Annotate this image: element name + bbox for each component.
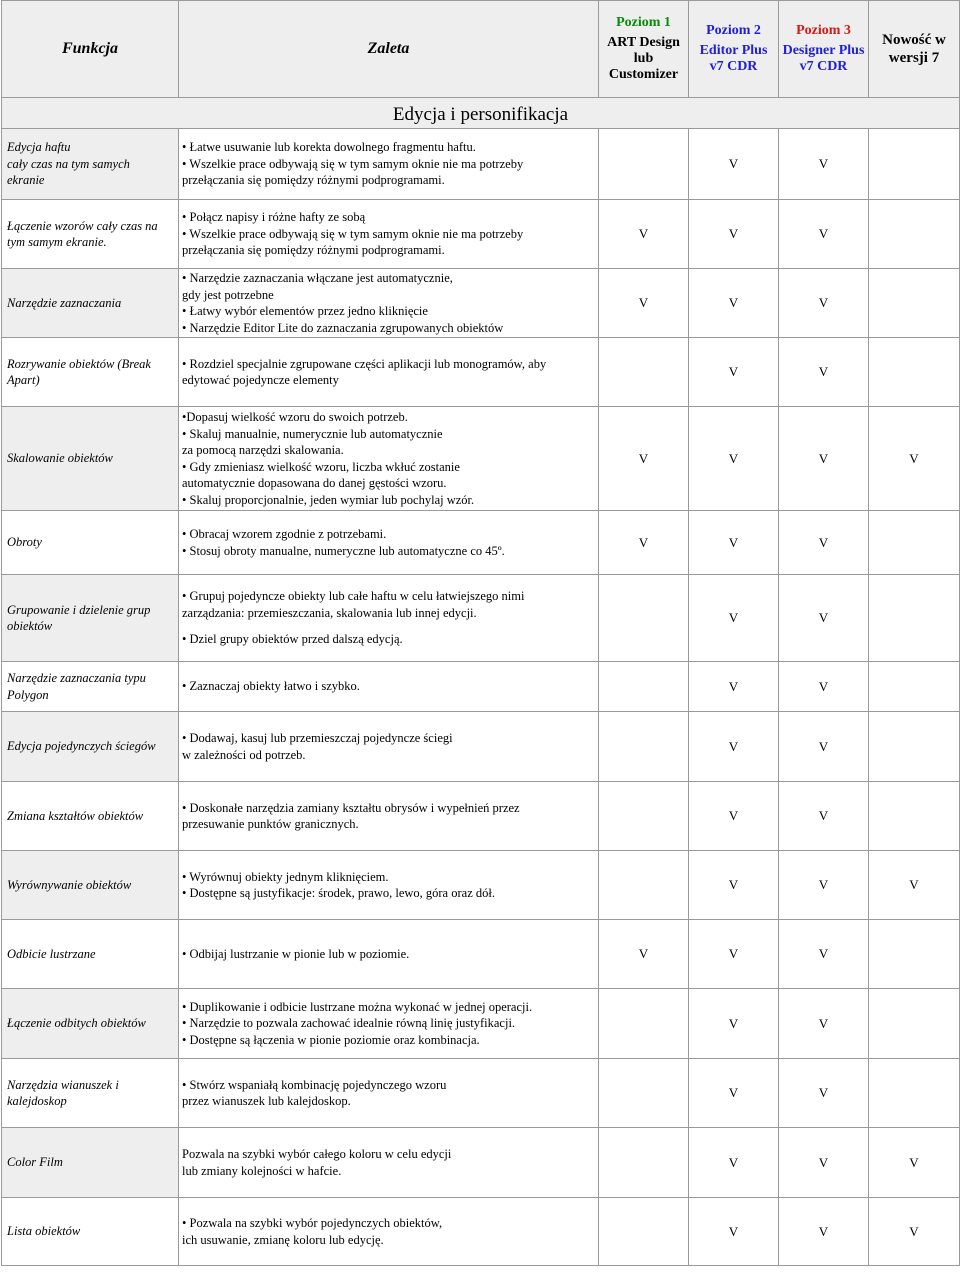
description-line: • Łatwy wybór elementów przez jedno kliknięcie: [182, 304, 428, 318]
feature-row: [2, 575, 960, 662]
poziom-2-mark: V: [689, 200, 779, 269]
feature-name-line: Łączenie odbitych obiektów: [7, 1016, 146, 1031]
poziom-1-line2: lub: [633, 51, 654, 66]
poziom-2-label: Poziom 2: [706, 23, 761, 38]
description-line: w zależności od potrzeb.: [182, 747, 306, 762]
poziom-2-mark: V: [689, 920, 779, 989]
description-line: zarządzania: przemieszczania, skalowania lub innej edycji.: [182, 605, 477, 620]
nowosc-line1: Nowość w: [882, 32, 946, 48]
poziom-3-line2: v7 CDR: [799, 59, 848, 74]
poziom-2-line1: Editor Plus: [699, 43, 768, 58]
feature-description: [179, 129, 599, 200]
poziom-3-mark: V: [779, 129, 869, 200]
feature-row: [2, 269, 960, 338]
poziom-2-mark: V: [689, 269, 779, 338]
feature-name: [2, 1128, 179, 1198]
feature-description: [179, 1128, 599, 1198]
feature-row: [2, 712, 960, 782]
feature-row: [2, 920, 960, 989]
description-line: lub zmiany kolejności w hafcie.: [182, 1163, 342, 1178]
feature-name: [2, 989, 179, 1059]
poziom-2-mark: V: [689, 782, 779, 851]
feature-row: [2, 1059, 960, 1128]
feature-name-line: Skalowanie obiektów: [7, 451, 113, 466]
poziom-1-label: Poziom 1: [616, 15, 671, 30]
description-line: edytować pojedyncze elementy: [182, 373, 339, 387]
feature-name-line: Polygon: [7, 687, 49, 702]
header-zaleta: Zaleta: [179, 1, 599, 98]
feature-name-line: Obroty: [7, 535, 42, 550]
poziom-3-mark: V: [779, 1128, 869, 1198]
poziom-2-mark: V: [689, 851, 779, 920]
poziom-1-mark: V: [599, 269, 689, 338]
feature-description: [179, 1059, 599, 1128]
feature-description: [179, 338, 599, 407]
feature-name: [2, 269, 179, 338]
description-line: • Dziel grupy obiektów przed dalszą edycją.: [182, 632, 403, 647]
feature-row: [2, 851, 960, 920]
feature-description: [179, 575, 599, 662]
poziom-2-mark: V: [689, 1198, 779, 1266]
header-poziom-1: [599, 1, 689, 98]
poziom-2-line2: v7 CDR: [709, 59, 758, 74]
description-line: gdy jest potrzebne: [182, 287, 274, 302]
description-line: • Stwórz wspaniałą kombinację pojedynczego wzoru: [182, 1077, 447, 1092]
feature-name: [2, 920, 179, 989]
poziom-1-mark: [599, 662, 689, 712]
poziom-1-mark: V: [599, 511, 689, 575]
poziom-3-mark: V: [779, 851, 869, 920]
poziom-2-mark: V: [689, 662, 779, 712]
feature-name: [2, 338, 179, 407]
nowosc-mark: V: [869, 1198, 960, 1266]
feature-row: [2, 989, 960, 1059]
description-line: • Wyrównuj obiekty jednym kliknięciem.: [182, 869, 389, 884]
nowosc-mark: V: [869, 851, 960, 920]
poziom-2-mark: V: [689, 575, 779, 662]
poziom-3-mark: V: [779, 575, 869, 662]
feature-name: [2, 712, 179, 782]
description-line: przełączania się pomiędzy różnymi podprogramami.: [182, 243, 445, 258]
description-line: automatycznie dopasowana do danej gęstości wzoru.: [182, 476, 447, 490]
nowosc-mark: [869, 782, 960, 851]
description-line: •Dopasuj wielkość wzoru do swoich potrzeb.: [182, 410, 408, 424]
feature-comparison-table: [1, 0, 960, 1266]
description-line: • Obracaj wzorem zgodnie z potrzebami.: [182, 527, 387, 541]
nowosc-mark: [869, 511, 960, 575]
description-line: • Narzędzie zaznaczania włączane jest automatycznie,: [182, 271, 453, 285]
feature-row: [2, 511, 960, 575]
description-line: przez wianuszek lub kalejdoskop.: [182, 1094, 351, 1108]
feature-name-line: Narzędzie zaznaczania typu: [7, 671, 146, 685]
nowosc-mark: [869, 712, 960, 782]
feature-description: [179, 200, 599, 269]
nowosc-mark: [869, 989, 960, 1059]
nowosc-line2: wersji 7: [888, 50, 940, 66]
feature-name-line: Color Film: [7, 1155, 63, 1170]
feature-name-line: Odbicie lustrzane: [7, 946, 96, 961]
feature-name: [2, 782, 179, 851]
feature-name-line: kalejdoskop: [7, 1094, 67, 1108]
poziom-1-mark: [599, 1059, 689, 1128]
feature-row: [2, 407, 960, 511]
feature-row: [2, 338, 960, 407]
description-line: • Odbijaj lustrzanie w pionie lub w poziomie.: [182, 946, 410, 961]
feature-row: [2, 200, 960, 269]
poziom-1-mark: [599, 712, 689, 782]
feature-row: [2, 1198, 960, 1266]
poziom-3-mark: V: [779, 1198, 869, 1266]
description-line: za pomocą narzędzi skalowania.: [182, 443, 344, 457]
feature-name-line: Narzędzia wianuszek i: [7, 1077, 119, 1092]
feature-name-line: Zmiana kształtów obiektów: [7, 808, 144, 823]
header-nowosc: [869, 1, 960, 98]
poziom-1-mark: [599, 851, 689, 920]
nowosc-mark: V: [869, 1128, 960, 1198]
poziom-3-mark: V: [779, 782, 869, 851]
description-line: • Doskonałe narzędzia zamiany kształtu obrysów i wypełnień przez: [182, 800, 520, 815]
feature-name-line: ekranie: [7, 173, 45, 188]
feature-description: [179, 989, 599, 1059]
feature-description: [179, 269, 599, 338]
feature-name-line: cały czas na tym samych: [7, 156, 130, 171]
description-line: • Skaluj manualnie, numerycznie lub automatycznie: [182, 426, 443, 441]
poziom-1-mark: [599, 1198, 689, 1266]
poziom-1-mark: [599, 1128, 689, 1198]
feature-name-line: obiektów: [7, 619, 53, 633]
description-line: • Łatwe usuwanie lub korekta dowolnego fragmentu haftu.: [182, 140, 476, 155]
feature-row: [2, 782, 960, 851]
header-funkcja: Funkcja: [2, 1, 179, 98]
section-title: Edycja i personifikacja: [2, 98, 960, 129]
poziom-2-mark: V: [689, 1059, 779, 1128]
description-line: • Dostępne są łączenia w pionie poziomie oraz kombinacja.: [182, 1032, 480, 1047]
poziom-1-mark: [599, 989, 689, 1059]
nowosc-mark: [869, 1059, 960, 1128]
nowosc-mark: V: [869, 407, 960, 511]
description-line: ich usuwanie, zmianę koloru lub edycję.: [182, 1232, 384, 1247]
feature-name: [2, 662, 179, 712]
feature-name-line: Łączenie wzorów cały czas na: [7, 218, 158, 233]
description-line: Pozwala na szybki wybór całego koloru w celu edycji: [182, 1147, 452, 1161]
nowosc-mark: [869, 575, 960, 662]
nowosc-mark: [869, 920, 960, 989]
description-line: • Dodawaj, kasuj lub przemieszczaj pojedyncze ściegi: [182, 731, 453, 745]
feature-description: [179, 712, 599, 782]
feature-description: [179, 1198, 599, 1266]
feature-name-line: Wyrównywanie obiektów: [7, 877, 132, 892]
description-line: • Pozwala na szybki wybór pojedynczych obiektów,: [182, 1216, 443, 1230]
poziom-2-mark: V: [689, 989, 779, 1059]
poziom-3-mark: V: [779, 1059, 869, 1128]
description-line: • Wszelkie prace odbywają się w tym samym oknie nie ma potrzeby: [182, 156, 524, 171]
poziom-3-mark: V: [779, 989, 869, 1059]
poziom-1-mark: [599, 782, 689, 851]
poziom-2-mark: V: [689, 511, 779, 575]
feature-description: [179, 851, 599, 920]
poziom-1-line3: Customizer: [608, 67, 679, 82]
header-poziom-2: [689, 1, 779, 98]
description-line: • Duplikowanie i odbicie lustrzane można wykonać w jednej operacji.: [182, 999, 533, 1014]
poziom-3-mark: V: [779, 269, 869, 338]
feature-name: [2, 200, 179, 269]
feature-name-line: Narzędzie zaznaczania: [7, 295, 122, 310]
description-line: • Stosuj obroty manualne, numeryczne lub automatyczne co 45º.: [182, 543, 505, 558]
description-line: • Dostępne są justyfikacje: środek, prawo, lewo, góra oraz dół.: [182, 886, 495, 900]
poziom-3-line1: Designer Plus: [782, 43, 865, 58]
poziom-2-mark: V: [689, 129, 779, 200]
feature-name-line: Rozrywanie obiektów (Break: [7, 356, 151, 371]
poziom-3-mark: V: [779, 662, 869, 712]
feature-name-line: Lista obiektów: [7, 1224, 81, 1239]
feature-name: [2, 407, 179, 511]
feature-row: [2, 129, 960, 200]
feature-description: [179, 782, 599, 851]
poziom-2-mark: V: [689, 407, 779, 511]
nowosc-mark: [869, 662, 960, 712]
feature-description: [179, 920, 599, 989]
nowosc-mark: [869, 200, 960, 269]
feature-name-line: Edycja pojedynczych ściegów: [7, 739, 156, 754]
feature-name-line: Apart): [7, 373, 40, 387]
header-row: [2, 1, 960, 98]
feature-description: [179, 511, 599, 575]
description-line: • Narzędzie Editor Lite do zaznaczania zgrupowanych obiektów: [182, 320, 504, 335]
poziom-3-mark: V: [779, 407, 869, 511]
poziom-3-mark: V: [779, 200, 869, 269]
description-line: • Rozdziel specjalnie zgrupowane części aplikacji lub monogramów, aby: [182, 356, 547, 371]
poziom-3-mark: V: [779, 511, 869, 575]
poziom-3-mark: V: [779, 338, 869, 407]
poziom-1-mark: V: [599, 407, 689, 511]
nowosc-mark: [869, 129, 960, 200]
nowosc-mark: [869, 338, 960, 407]
description-line: przełączania się pomiędzy różnymi podprogramami.: [182, 173, 445, 188]
poziom-1-mark: [599, 338, 689, 407]
feature-description: [179, 662, 599, 712]
feature-name: [2, 851, 179, 920]
poziom-2-mark: V: [689, 1128, 779, 1198]
description-line: • Grupuj pojedyncze obiekty lub całe haftu w celu łatwiejszego nimi: [182, 589, 525, 604]
feature-name: [2, 129, 179, 200]
nowosc-mark: [869, 269, 960, 338]
poziom-3-mark: V: [779, 920, 869, 989]
description-line: • Połącz napisy i różne hafty ze sobą: [182, 210, 366, 225]
feature-name: [2, 575, 179, 662]
poziom-1-mark: [599, 575, 689, 662]
description-line: • Narzędzie to pozwala zachować idealnie równą linię justyfikacji.: [182, 1016, 516, 1031]
feature-name-line: Grupowanie i dzielenie grup: [7, 602, 151, 617]
description-line: • Wszelkie prace odbywają się w tym samym oknie nie ma potrzeby: [182, 226, 524, 241]
poziom-2-mark: V: [689, 712, 779, 782]
poziom-1-mark: V: [599, 920, 689, 989]
feature-name-line: Edycja haftu: [7, 140, 71, 155]
feature-row: [2, 1128, 960, 1198]
description-line: [182, 621, 595, 631]
description-line: • Zaznaczaj obiekty łatwo i szybko.: [182, 679, 360, 694]
feature-description: [179, 407, 599, 511]
feature-name: [2, 1059, 179, 1128]
poziom-2-mark: V: [689, 338, 779, 407]
description-line: • Gdy zmieniasz wielkość wzoru, liczba wkłuć zostanie: [182, 459, 460, 474]
poziom-1-mark: [599, 129, 689, 200]
poziom-3-mark: V: [779, 712, 869, 782]
description-line: przesuwanie punktów granicznych.: [182, 817, 359, 831]
header-poziom-3: [779, 1, 869, 98]
feature-name: [2, 1198, 179, 1266]
poziom-1-line1: ART Design: [607, 35, 680, 50]
description-line: • Skaluj proporcjonalnie, jeden wymiar lub pochylaj wzór.: [182, 492, 475, 507]
section-row: [2, 98, 960, 129]
poziom-3-label: Poziom 3: [796, 23, 851, 38]
feature-name-line: tym samym ekranie.: [7, 235, 107, 249]
feature-name: [2, 511, 179, 575]
feature-row: [2, 662, 960, 712]
poziom-1-mark: V: [599, 200, 689, 269]
